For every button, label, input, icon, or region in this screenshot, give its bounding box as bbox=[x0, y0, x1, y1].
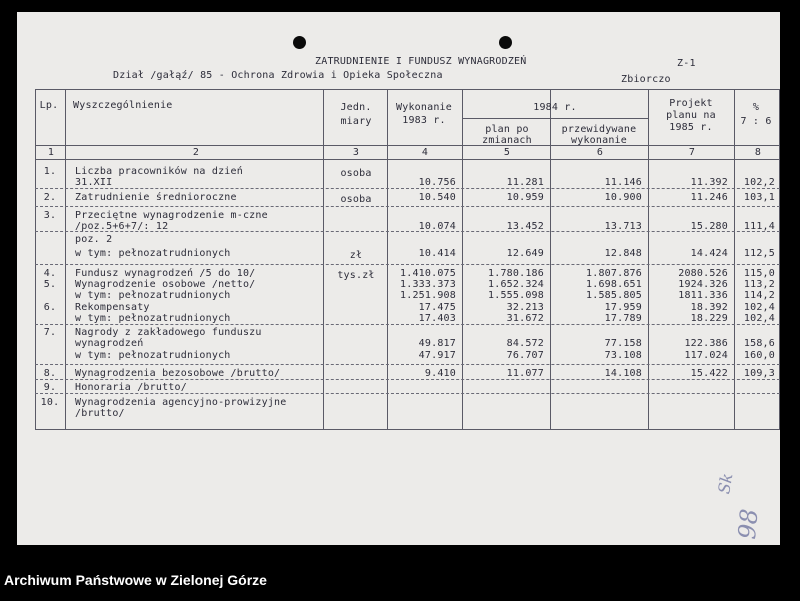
row-value-6: 1.807.876 bbox=[586, 268, 642, 279]
row-value-6: 10.900 bbox=[604, 192, 642, 203]
row-value-4: 17.475 bbox=[418, 302, 456, 313]
row-value-8: 103,1 bbox=[743, 192, 775, 203]
form-code: Z-1 bbox=[677, 58, 696, 69]
handwritten-note: Sk bbox=[714, 471, 737, 496]
row-value-5: 1.555.098 bbox=[488, 290, 544, 301]
row-value-8: 102,4 bbox=[743, 302, 775, 313]
row-value-5: 12.649 bbox=[506, 248, 544, 259]
row-value-6: 17.959 bbox=[604, 302, 642, 313]
row-label: Zatrudnienie średnioroczne bbox=[75, 192, 237, 203]
header-unit-1: Jedn. bbox=[340, 102, 372, 113]
column-number: 1 bbox=[47, 147, 55, 158]
row-label: /brutto/ bbox=[75, 408, 125, 419]
row-value-5: 1.652.324 bbox=[488, 279, 544, 290]
row-value-5: 10.959 bbox=[506, 192, 544, 203]
row-unit: osoba bbox=[340, 168, 372, 179]
column-divider-expected bbox=[648, 89, 649, 429]
row-label: Rekompensaty bbox=[75, 302, 150, 313]
row-value-4: 1.410.075 bbox=[400, 268, 456, 279]
header-year-1984: 1984 r. bbox=[533, 102, 577, 113]
row-unit: zł bbox=[349, 250, 363, 261]
row-value-6: 13.713 bbox=[604, 221, 642, 232]
row-value-7: 18.229 bbox=[690, 313, 728, 324]
row-separator bbox=[35, 364, 780, 365]
header-pct-2: 7 : 6 bbox=[740, 116, 772, 127]
header-project-2: planu na bbox=[666, 110, 716, 121]
row-value-7: 15.280 bbox=[690, 221, 728, 232]
document-page bbox=[17, 12, 780, 545]
header-expected-2: wykonanie bbox=[571, 135, 627, 146]
row-lp: 6. bbox=[43, 302, 57, 313]
row-value-5: 76.707 bbox=[506, 350, 544, 361]
row-value-4: 9.410 bbox=[424, 368, 456, 379]
column-number: 8 bbox=[754, 147, 762, 158]
row-unit: tys.zł bbox=[337, 270, 375, 281]
row-value-7: 1924.326 bbox=[678, 279, 728, 290]
col-number-line bbox=[35, 159, 780, 160]
handwritten-page-number: 98 bbox=[732, 507, 764, 541]
row-value-6: 1.585.805 bbox=[586, 290, 642, 301]
row-value-5: 31.672 bbox=[506, 313, 544, 324]
table-bottom-border bbox=[35, 429, 780, 430]
row-value-7: 2080.526 bbox=[678, 268, 728, 279]
column-divider-lp bbox=[65, 89, 66, 429]
row-value-5: 11.281 bbox=[506, 177, 544, 188]
department-line: Dział /gałąź/ 85 - Ochrona Zdrowia i Opieka Społeczna bbox=[113, 70, 443, 81]
year-1984-underline bbox=[462, 118, 648, 119]
row-value-4: 10.756 bbox=[418, 177, 456, 188]
header-bottom-line bbox=[35, 145, 780, 146]
row-lp: 5. bbox=[43, 279, 57, 290]
header-pct-1: % bbox=[752, 102, 760, 113]
row-lp: 2. bbox=[43, 192, 57, 203]
row-separator bbox=[35, 188, 780, 189]
row-label: /poz.5+6+7/: 12 bbox=[75, 221, 169, 232]
row-value-6: 73.108 bbox=[604, 350, 642, 361]
header-expected-1: przewidywane bbox=[561, 124, 637, 135]
column-number: 5 bbox=[503, 147, 511, 158]
row-separator bbox=[35, 206, 780, 207]
row-value-6: 12.848 bbox=[604, 248, 642, 259]
row-label: Przeciętne wynagrodzenie m-czne bbox=[75, 210, 268, 221]
row-separator bbox=[35, 379, 780, 380]
row-lp: 10. bbox=[40, 397, 60, 408]
row-value-8: 115,0 bbox=[743, 268, 775, 279]
column-number: 2 bbox=[192, 147, 200, 158]
row-value-8: 114,2 bbox=[743, 290, 775, 301]
row-value-4: 1.251.908 bbox=[400, 290, 456, 301]
row-label: Fundusz wynagrodzeń /5 do 10/ bbox=[75, 268, 256, 279]
punch-hole-right bbox=[499, 36, 512, 49]
column-divider-exec bbox=[462, 89, 463, 429]
row-lp: 4. bbox=[43, 268, 57, 279]
row-unit: osoba bbox=[340, 194, 372, 205]
row-value-8: 113,2 bbox=[743, 279, 775, 290]
row-value-5: 32.213 bbox=[506, 302, 544, 313]
row-value-7: 122.386 bbox=[684, 338, 728, 349]
row-value-5: 13.452 bbox=[506, 221, 544, 232]
row-value-4: 47.917 bbox=[418, 350, 456, 361]
column-number: 3 bbox=[352, 147, 360, 158]
row-value-8: 158,6 bbox=[743, 338, 775, 349]
row-value-5: 11.077 bbox=[506, 368, 544, 379]
row-label: Wynagrodzenia agencyjno-prowizyjne bbox=[75, 397, 287, 408]
row-label: Wynagrodzenie osobowe /netto/ bbox=[75, 279, 256, 290]
row-value-7: 15.422 bbox=[690, 368, 728, 379]
row-value-7: 11.246 bbox=[690, 192, 728, 203]
header-plan-1: plan po bbox=[485, 124, 529, 135]
header-project-3: 1985 r. bbox=[669, 122, 713, 133]
row-value-7: 117.024 bbox=[684, 350, 728, 361]
header-plan-2: zmianach bbox=[482, 135, 532, 146]
header-exec-1: Wykonanie bbox=[396, 102, 452, 113]
row-value-8: 109,3 bbox=[743, 368, 775, 379]
header-project-1: Projekt bbox=[669, 98, 713, 109]
row-label: w tym: pełnozatrudnionych bbox=[75, 290, 231, 301]
row-value-8: 112,5 bbox=[743, 248, 775, 259]
row-label: Nagrody z zakładowego funduszu bbox=[75, 327, 262, 338]
row-value-7: 1811.336 bbox=[678, 290, 728, 301]
row-label: Honoraria /brutto/ bbox=[75, 382, 187, 393]
column-divider-name bbox=[323, 89, 324, 429]
row-separator bbox=[35, 393, 780, 394]
row-label: w tym: pełnozatrudnionych bbox=[75, 313, 231, 324]
table-top-border bbox=[35, 89, 780, 90]
row-value-8: 160,0 bbox=[743, 350, 775, 361]
row-label: wynagrodzeń bbox=[75, 338, 144, 349]
column-divider-unit bbox=[387, 89, 388, 429]
archive-footer bbox=[0, 560, 800, 601]
row-value-6: 17.789 bbox=[604, 313, 642, 324]
row-value-6: 11.146 bbox=[604, 177, 642, 188]
header-name: Wyszczególnienie bbox=[73, 100, 173, 111]
row-value-6: 77.158 bbox=[604, 338, 642, 349]
row-label: Liczba pracowników na dzień bbox=[75, 166, 243, 177]
row-lp: 3. bbox=[43, 210, 57, 221]
row-value-4: 10.414 bbox=[418, 248, 456, 259]
column-divider-plan bbox=[550, 89, 551, 429]
row-lp: 8. bbox=[43, 368, 57, 379]
row-value-8: 102,2 bbox=[743, 177, 775, 188]
row-lp: 1. bbox=[43, 166, 57, 177]
row-value-5: 84.572 bbox=[506, 338, 544, 349]
row-value-4: 49.817 bbox=[418, 338, 456, 349]
archive-name: Archiwum Państwowe w Zielonej Górze bbox=[4, 572, 267, 588]
row-value-6: 14.108 bbox=[604, 368, 642, 379]
row-value-8: 102,4 bbox=[743, 313, 775, 324]
row-lp: 7. bbox=[43, 327, 57, 338]
column-number: 6 bbox=[596, 147, 604, 158]
row-label: 31.XII bbox=[75, 177, 113, 188]
row-label: Wynagrodzenia bezosobowe /brutto/ bbox=[75, 368, 281, 379]
header-lp: Lp. bbox=[39, 100, 59, 111]
row-lp: 9. bbox=[43, 382, 57, 393]
row-value-4: 1.333.373 bbox=[400, 279, 456, 290]
row-value-4: 10.074 bbox=[418, 221, 456, 232]
summary-label: Zbiorczo bbox=[621, 74, 671, 85]
row-value-6: 1.698.651 bbox=[586, 279, 642, 290]
row-value-4: 10.540 bbox=[418, 192, 456, 203]
row-value-4: 17.403 bbox=[418, 313, 456, 324]
row-value-7: 18.392 bbox=[690, 302, 728, 313]
row-value-7: 11.392 bbox=[690, 177, 728, 188]
document-title: ZATRUDNIENIE I FUNDUSZ WYNAGRODZEŃ bbox=[315, 56, 527, 67]
row-separator bbox=[35, 324, 780, 325]
row-value-8: 111,4 bbox=[743, 221, 775, 232]
column-number: 4 bbox=[421, 147, 429, 158]
row-label: poz. 2 bbox=[75, 234, 113, 245]
table-right-border bbox=[779, 89, 780, 429]
row-value-7: 14.424 bbox=[690, 248, 728, 259]
header-exec-2: 1983 r. bbox=[402, 115, 446, 126]
row-separator bbox=[35, 264, 780, 265]
row-label: w tym: pełnozatrudnionych bbox=[75, 350, 231, 361]
header-unit-2: miary bbox=[340, 116, 372, 127]
row-label: w tym: pełnozatrudnionych bbox=[75, 248, 231, 259]
column-number: 7 bbox=[688, 147, 696, 158]
punch-hole-left bbox=[293, 36, 306, 49]
row-value-5: 1.780.186 bbox=[488, 268, 544, 279]
